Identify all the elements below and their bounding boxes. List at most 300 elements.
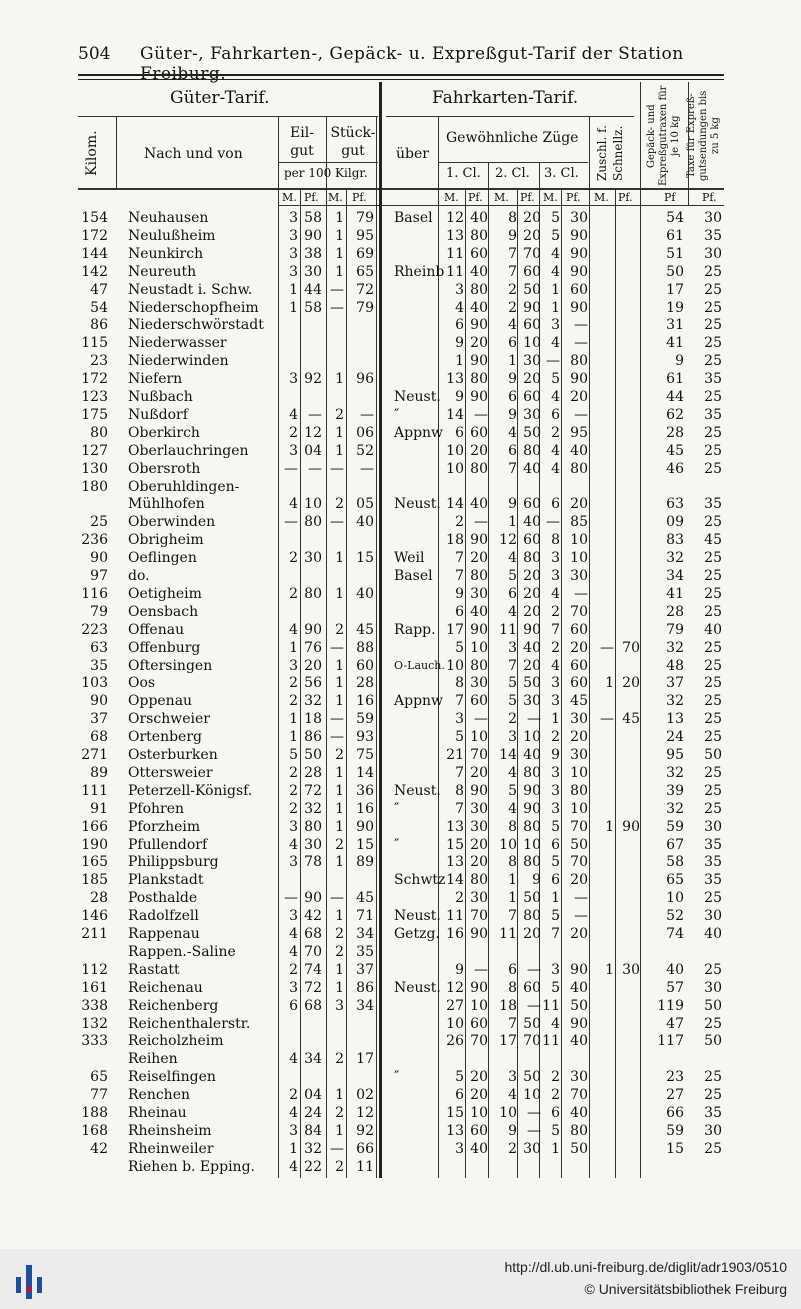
class3-pf-cell: 10 [570, 764, 588, 781]
class3-mark-cell: 6 [551, 1105, 560, 1121]
express-fee-cell: 30 [704, 210, 722, 226]
class3-pf-cell: 20 [570, 729, 588, 746]
table-row [0, 370, 801, 388]
stueckgut-pf-cell: 88 [356, 639, 374, 656]
class3-pf-cell: 30 [570, 568, 588, 584]
class3-pf-cell: — [574, 406, 588, 423]
class3-mark-cell: 4 [551, 263, 560, 280]
destination-cell: Reichenberg [128, 997, 219, 1014]
eilgut-pf-cell: 04 [304, 1087, 322, 1104]
class1-pf-cell: 90 [470, 532, 488, 549]
class3-pf-cell: — [574, 335, 588, 352]
km-cell: 68 [90, 729, 108, 746]
class2-pf-cell: 20 [523, 568, 541, 584]
km-cell: 190 [81, 836, 108, 853]
table-row [0, 495, 801, 513]
class1-pf-cell: 20 [470, 550, 488, 567]
stueckgut-pf-cell: 16 [356, 693, 374, 710]
page-header [78, 44, 728, 84]
zuschlag-header: Zuschl. f. Schnellz. [595, 125, 625, 181]
class3-mark-cell: 6 [551, 836, 560, 853]
zuschlag-pf-cell: 45 [622, 711, 640, 728]
class3-mark-cell: 7 [551, 621, 560, 638]
class2-mark-cell: 4 [508, 603, 517, 620]
table-row [0, 979, 801, 997]
class3-pf-cell: 40 [570, 1033, 588, 1050]
km-cell: 111 [81, 782, 108, 799]
table-row [0, 692, 801, 710]
route-via-cell: ″ [394, 1069, 400, 1086]
destination-cell: Philippsburg [128, 854, 219, 871]
table-row [0, 245, 801, 263]
page-number: 504 [78, 44, 111, 64]
gepaeck-fee-cell: 10 [666, 890, 684, 907]
class2-mark-cell: 1 [508, 890, 517, 907]
class3-mark-cell: 4 [551, 335, 560, 352]
express-fee-cell: 25 [704, 550, 722, 567]
class3-mark-cell: 1 [551, 299, 560, 316]
class2-mark-cell: 6 [508, 961, 517, 978]
class3-pf-cell: 60 [570, 281, 588, 298]
class-3-header: 3. Cl. [544, 166, 579, 181]
stueckgut-mark-cell: 2 [335, 943, 344, 960]
class1-mark-cell: 13 [446, 371, 464, 388]
class3-mark-cell: 5 [551, 1122, 560, 1139]
gepaeck-fee-cell: 32 [666, 693, 684, 710]
stueckgut-pf-cell: 72 [356, 281, 374, 298]
eilgut-pf-cell: 32 [304, 800, 322, 817]
stueckgut-pf-cell: 37 [356, 961, 374, 978]
class2-pf-cell: — [527, 961, 541, 978]
class3-pf-cell: 10 [570, 550, 588, 567]
stueckgut-mark-cell: 2 [335, 496, 344, 513]
express-fee-cell: 25 [704, 764, 722, 781]
unit-c1-pf: Pf. [468, 191, 483, 204]
destination-cell: Oetigheim [128, 585, 202, 602]
class-2-header: 2. Cl. [495, 166, 530, 181]
class2-mark-cell: 9 [508, 496, 517, 513]
stueckgut-mark-cell: 1 [335, 800, 344, 817]
class2-pf-cell: 90 [523, 299, 541, 316]
class2-pf-cell: 20 [523, 657, 541, 674]
class1-mark-cell: 21 [446, 747, 464, 763]
class2-mark-cell: 9 [508, 1122, 517, 1139]
class3-mark-cell: 2 [551, 424, 560, 441]
express-fee-cell: 25 [704, 335, 722, 352]
eilgut-mark-cell: 2 [289, 693, 298, 710]
class2-pf-cell: — [527, 711, 541, 728]
zuschlag-mark-cell: 1 [605, 675, 614, 692]
table-row [0, 889, 801, 907]
class2-mark-cell: 7 [508, 908, 517, 925]
class3-mark-cell: 9 [551, 747, 560, 763]
destination-cell: Oberlauchringen [128, 442, 249, 459]
class3-mark-cell: 1 [551, 890, 560, 907]
stueckgut-pf-cell: 52 [356, 442, 374, 459]
class3-pf-cell: 70 [570, 603, 588, 620]
class3-mark-cell: 5 [551, 210, 560, 226]
class2-pf-cell: 50 [523, 675, 541, 692]
class2-pf-cell: — [527, 1122, 541, 1139]
stueckgut-pf-cell: 90 [356, 818, 374, 835]
class1-pf-cell: 10 [470, 639, 488, 656]
route-via-cell: Rapp. [394, 621, 436, 638]
km-cell: 97 [90, 568, 108, 584]
eilgut-pf-cell: 04 [304, 442, 322, 459]
express-fee-cell: 25 [704, 639, 722, 656]
express-fee-cell: 25 [704, 585, 722, 602]
table-row [0, 1086, 801, 1104]
class2-mark-cell: 5 [508, 782, 517, 799]
eilgut-pf-cell: — [308, 406, 322, 423]
express-fee-cell: 25 [704, 299, 722, 316]
class2-mark-cell: 4 [508, 317, 517, 334]
class1-mark-cell: 14 [446, 496, 464, 513]
table-row [0, 997, 801, 1015]
class3-mark-cell: 8 [551, 532, 560, 549]
class3-mark-cell: 3 [551, 317, 560, 334]
class1-pf-cell: 60 [470, 693, 488, 710]
class3-pf-cell: 70 [570, 818, 588, 835]
class2-mark-cell: 5 [508, 675, 517, 692]
express-fee-cell: 25 [704, 711, 722, 728]
class3-mark-cell: 4 [551, 245, 560, 262]
class1-mark-cell: 14 [446, 406, 464, 423]
class3-mark-cell: 3 [551, 764, 560, 781]
express-fee-cell: 25 [704, 800, 722, 817]
class1-mark-cell: 9 [455, 585, 464, 602]
gepaeck-fee-cell: 59 [666, 818, 684, 835]
eilgut-mark-cell: 4 [289, 406, 298, 423]
eilgut-pf-cell: 74 [304, 961, 322, 978]
km-cell: 91 [90, 800, 108, 817]
stueckgut-mark-cell: 2 [335, 1051, 344, 1068]
eilgut-mark-cell: 1 [289, 729, 298, 746]
class2-mark-cell: 12 [499, 532, 517, 549]
eilgut-pf-cell: 78 [304, 854, 322, 871]
eilgut-mark-cell: 3 [289, 908, 298, 925]
class3-pf-cell: 20 [570, 926, 588, 942]
class1-mark-cell: 7 [455, 764, 464, 781]
express-fee-cell: 25 [704, 961, 722, 978]
express-fee-cell: 25 [704, 1069, 722, 1086]
class3-pf-cell: 80 [570, 1122, 588, 1139]
class1-mark-cell: 1 [455, 353, 464, 370]
route-via-cell: ″ [394, 836, 400, 853]
class3-mark-cell: 1 [551, 281, 560, 298]
gepaeck-fee-cell: 47 [666, 1015, 684, 1032]
eilgut-pf-cell: 34 [304, 1051, 322, 1068]
class3-pf-cell: 20 [570, 639, 588, 656]
table-row [0, 818, 801, 836]
eilgut-mark-cell: 2 [289, 1087, 298, 1104]
route-via-cell: Basel [394, 210, 433, 226]
destination-cell: Oberuhldingen- [128, 478, 240, 495]
class2-mark-cell: 4 [508, 800, 517, 817]
class3-pf-cell: 80 [570, 782, 588, 799]
table-row [0, 209, 801, 227]
class2-pf-cell: 60 [523, 532, 541, 549]
eilgut-mark-cell: 4 [289, 1105, 298, 1121]
stueckgut-pf-cell: 02 [356, 1087, 374, 1104]
km-cell: 172 [81, 227, 108, 244]
class3-pf-cell: 30 [570, 747, 588, 763]
express-fee-cell: 25 [704, 389, 722, 405]
table-row [0, 603, 801, 621]
class2-pf-cell: 80 [523, 442, 541, 459]
route-via-cell: Basel [394, 568, 433, 584]
table-row [0, 1140, 801, 1158]
class3-pf-cell: 70 [570, 1087, 588, 1104]
table-row [0, 227, 801, 245]
express-fee-cell: 30 [704, 818, 722, 835]
class2-pf-cell: 20 [523, 227, 541, 244]
gewoehnliche-zuege-header: Gewöhnliche Züge [446, 130, 579, 146]
stueckgut-pf-cell: — [360, 460, 374, 477]
class2-pf-cell: 9 [532, 872, 541, 889]
eilgut-pf-cell: 92 [304, 371, 322, 388]
table-row [0, 800, 801, 818]
class3-mark-cell: 5 [551, 908, 560, 925]
express-fee-cell: 25 [704, 657, 722, 674]
km-cell: 42 [90, 1140, 108, 1157]
eilgut-pf-cell: 72 [304, 979, 322, 996]
eilgut-mark-cell: 1 [289, 299, 298, 316]
class2-mark-cell: 11 [499, 621, 517, 638]
km-cell: 236 [81, 532, 108, 549]
eilgut-pf-cell: 84 [304, 1122, 322, 1139]
destination-cell: Oeflingen [128, 550, 197, 567]
eilgut-pf-cell: 86 [304, 729, 322, 746]
class3-pf-cell: — [574, 585, 588, 602]
class2-pf-cell: 80 [523, 818, 541, 835]
class1-pf-cell: 80 [470, 872, 488, 889]
stueckgut-mark-cell: 1 [335, 961, 344, 978]
destination-cell: Reiselfingen [128, 1069, 216, 1086]
class2-mark-cell: 4 [508, 424, 517, 441]
destination-cell: Obrigheim [128, 532, 204, 549]
class3-pf-cell: 90 [570, 299, 588, 316]
class1-pf-cell: 40 [470, 210, 488, 226]
table-row [0, 943, 801, 961]
stueckgut-mark-cell: 2 [335, 406, 344, 423]
express-fee-cell: 25 [704, 442, 722, 459]
class3-mark-cell: 4 [551, 460, 560, 477]
destination-cell: Posthalde [128, 890, 198, 907]
class3-pf-cell: — [574, 890, 588, 907]
express-fee-cell: 35 [704, 406, 722, 423]
class1-mark-cell: 6 [455, 317, 464, 334]
class2-pf-cell: 50 [523, 1015, 541, 1032]
stueckgut-mark-cell: 1 [335, 550, 344, 567]
eilgut-mark-cell: 3 [289, 210, 298, 226]
eilgut-pf-cell: 58 [304, 299, 322, 316]
gepaeck-fee-cell: 48 [666, 657, 684, 674]
destination-cell: Nußdorf [128, 406, 188, 423]
class2-mark-cell: 9 [508, 406, 517, 423]
stueckgut-pf-cell: 11 [356, 1158, 374, 1175]
class3-mark-cell: 2 [551, 603, 560, 620]
table-row [0, 746, 801, 764]
km-cell: 28 [90, 890, 108, 907]
class3-pf-cell: 80 [570, 353, 588, 370]
stueckgut-mark-cell: 2 [335, 836, 344, 853]
class2-mark-cell: 8 [508, 854, 517, 871]
stueckgut-mark-cell: 1 [335, 657, 344, 674]
class3-mark-cell: 11 [542, 997, 560, 1014]
eilgut-pf-cell: 56 [304, 675, 322, 692]
destination-cell: Oftersingen [128, 657, 213, 674]
eilgut-pf-cell: 30 [304, 836, 322, 853]
class2-mark-cell: 9 [508, 227, 517, 244]
destination-cell: Neuhausen [128, 210, 209, 226]
stueckgut-mark-cell: — [330, 460, 344, 477]
class1-pf-cell: 30 [470, 675, 488, 692]
stueckgut-pf-cell: 96 [356, 371, 374, 388]
express-fee-cell: 35 [704, 836, 722, 853]
table-row [0, 710, 801, 728]
table-row [0, 316, 801, 334]
unit-stueck-pf: Pf. [352, 191, 367, 204]
stueckgut-mark-cell: 1 [335, 818, 344, 835]
class1-pf-cell: 30 [470, 585, 488, 602]
stueckgut-mark-cell: 1 [335, 245, 344, 262]
class2-pf-cell: 50 [523, 890, 541, 907]
eilgut-pf-cell: 70 [304, 943, 322, 960]
top-double-rule-2 [78, 79, 724, 80]
km-cell: 47 [90, 281, 108, 298]
stueckgut-pf-cell: 60 [356, 657, 374, 674]
stueckgut-pf-cell: 45 [356, 890, 374, 907]
class3-mark-cell: 5 [551, 818, 560, 835]
class1-pf-cell: 20 [470, 335, 488, 352]
destination-cell: do. [128, 568, 150, 584]
stueckgut-mark-cell: — [330, 729, 344, 746]
class1-pf-cell: 60 [470, 1015, 488, 1032]
class3-mark-cell: 4 [551, 1015, 560, 1032]
gepaeck-fee-cell: 9 [675, 353, 684, 370]
class1-mark-cell: 13 [446, 854, 464, 871]
class2-pf-cell: 60 [523, 263, 541, 280]
express-fee-cell: 35 [704, 1105, 722, 1121]
document-url-link[interactable]: http://dl.ub.uni-freiburg.de/diglit/adr1903/0510 [504, 1259, 787, 1275]
gepaeck-fee-cell: 79 [666, 621, 684, 638]
express-fee-cell: 35 [704, 371, 722, 388]
class2-pf-cell: 80 [523, 764, 541, 781]
eilgut-mark-cell: — [284, 514, 298, 531]
class2-mark-cell: 8 [508, 818, 517, 835]
express-fee-cell: 25 [704, 514, 722, 531]
destination-cell: Niefern [128, 371, 183, 388]
eilgut-pf-cell: 90 [304, 621, 322, 638]
table-row [0, 549, 801, 567]
express-fee-cell: 25 [704, 353, 722, 370]
stueckgut-mark-cell: 1 [335, 675, 344, 692]
eilgut-pf-cell: 80 [304, 585, 322, 602]
unit-stueck-m: M. [328, 191, 343, 204]
route-via-cell: Appnw [394, 693, 444, 710]
class3-mark-cell: 5 [551, 979, 560, 996]
zuschlag-pf-cell: 70 [622, 639, 640, 656]
route-via-cell: O-Lauch. [394, 658, 445, 672]
route-via-cell: Getzg. [394, 926, 440, 942]
class3-mark-cell: 3 [551, 782, 560, 799]
class2-pf-cell: 30 [523, 406, 541, 423]
stueckgut-pf-cell: 34 [356, 926, 374, 942]
class2-pf-cell: — [527, 1105, 541, 1121]
stueckgut-pf-cell: 59 [356, 711, 374, 728]
class1-mark-cell: 9 [455, 335, 464, 352]
page-title: Güter-, Fahrkarten-, Gepäck- u. Expreßgut-Tarif der Station Freiburg. [140, 44, 684, 84]
stueckgut-pf-cell: 16 [356, 800, 374, 817]
class2-mark-cell: 1 [508, 872, 517, 889]
gepaeck-fee-cell: 41 [666, 335, 684, 352]
class2-mark-cell: 4 [508, 550, 517, 567]
eilgut-mark-cell: 1 [289, 711, 298, 728]
table-row [0, 478, 801, 496]
stueckgut-mark-cell: 2 [335, 926, 344, 942]
unit-ex-pf: Pf. [702, 191, 717, 204]
logo-bar-center [26, 1265, 32, 1299]
class1-pf-cell: 80 [470, 371, 488, 388]
class2-mark-cell: 7 [508, 263, 517, 280]
class1-pf-cell: 60 [470, 245, 488, 262]
class3-pf-cell: — [574, 908, 588, 925]
eilgut-pf-cell: 20 [304, 657, 322, 674]
class3-mark-cell: 2 [551, 729, 560, 746]
class1-pf-cell: 80 [470, 568, 488, 584]
zuschlag-mark-cell: — [600, 639, 614, 656]
class3-pf-cell: 20 [570, 496, 588, 513]
express-header: Taxe für Expreß-gutsendungen bis zu 5 kg [686, 90, 721, 182]
gepaeck-fee-cell: 67 [666, 836, 684, 853]
route-via-cell: Weil [394, 550, 425, 567]
class1-mark-cell: 6 [455, 424, 464, 441]
stueckgut-pf-cell: 36 [356, 782, 374, 799]
eilgut-mark-cell: 3 [289, 1122, 298, 1139]
class3-mark-cell: 2 [551, 639, 560, 656]
class3-mark-cell: 5 [551, 854, 560, 871]
class2-mark-cell: 18 [499, 997, 517, 1014]
table-row [0, 585, 801, 603]
unit-eil-pf: Pf. [304, 191, 319, 204]
destination-cell: Niederschopfheim [128, 299, 259, 316]
ub-freiburg-logo [12, 1259, 52, 1301]
km-cell: 130 [81, 460, 108, 477]
class2-pf-cell: 40 [523, 460, 541, 477]
destination-cell: Rappen.-Saline [128, 943, 236, 960]
top-double-rule [78, 74, 724, 76]
gepaeck-fee-cell: 27 [666, 1087, 684, 1104]
stueckgut-mark-cell: — [330, 711, 344, 728]
express-fee-cell: 30 [704, 245, 722, 262]
class1-pf-cell: 40 [470, 263, 488, 280]
unit-gp-pf: Pf [664, 191, 676, 204]
eilgut-pf-cell: 44 [304, 281, 322, 298]
class1-mark-cell: 2 [455, 890, 464, 907]
class1-mark-cell: 13 [446, 227, 464, 244]
class2-pf-cell: 50 [523, 281, 541, 298]
class1-pf-cell: — [474, 961, 488, 978]
eilgut-pf-cell: 38 [304, 245, 322, 262]
gepaeck-fee-cell: 28 [666, 424, 684, 441]
class2-pf-cell: 80 [523, 854, 541, 871]
table-row [0, 657, 801, 675]
table-row [0, 460, 801, 478]
header-bottom-rule [78, 188, 724, 190]
unit-bottom-rule [278, 205, 724, 206]
table-row [0, 1015, 801, 1033]
